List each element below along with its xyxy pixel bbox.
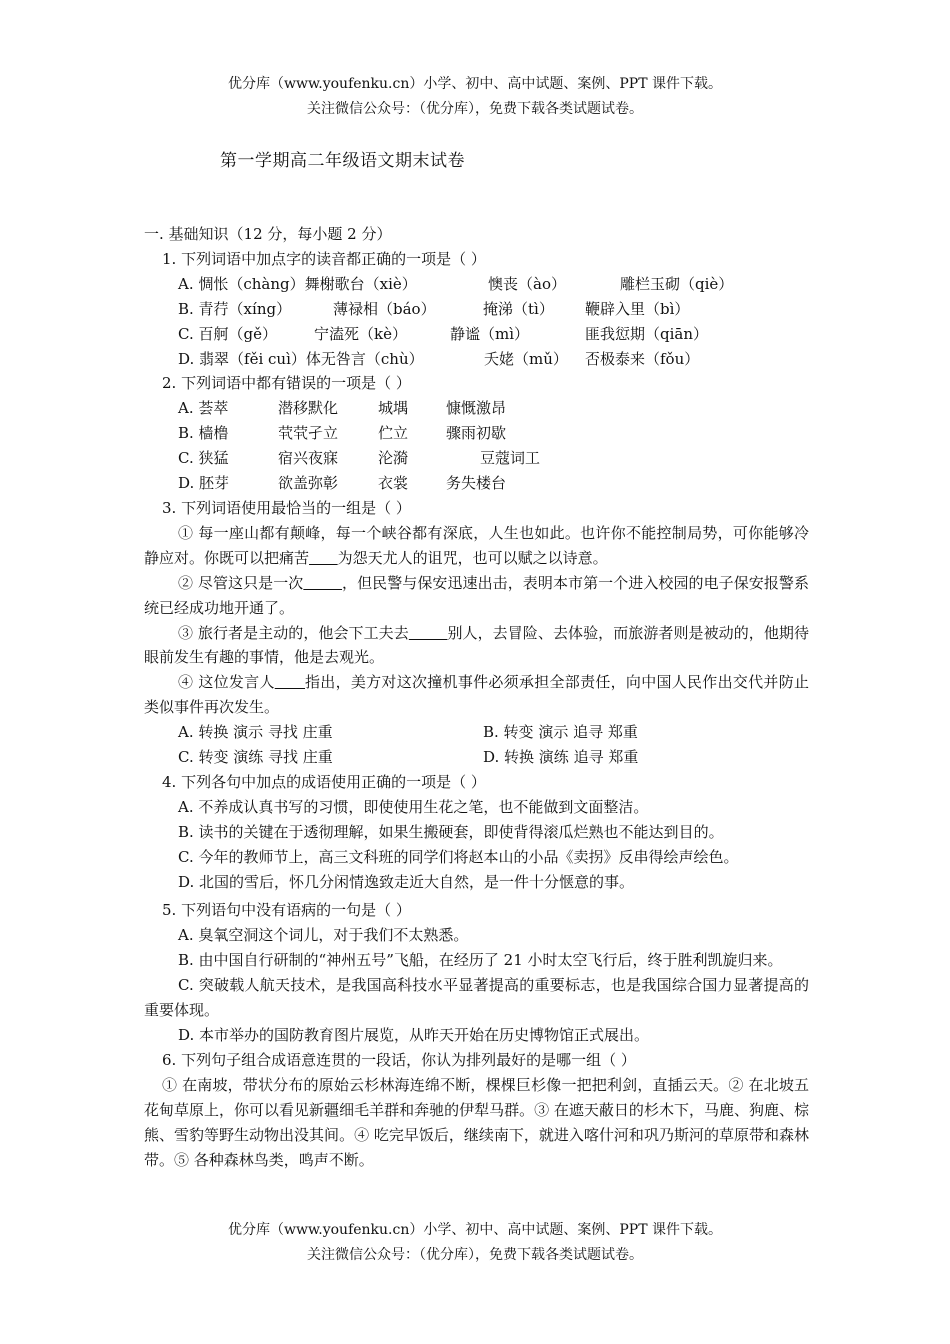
q2-a-4: 慷慨激昂 bbox=[446, 399, 507, 418]
q2-b-3: 伫立 bbox=[378, 424, 409, 443]
q2-c-2: 宿兴夜寐 bbox=[278, 449, 339, 468]
q5-option-b: B. 由中国自行研制的“神州五号”飞船，在经历了 21 小时太空飞行后，终于胜利凯旋归来。 bbox=[178, 951, 783, 970]
q3-blank-4 bbox=[275, 673, 305, 691]
q1-option-d bbox=[144, 347, 809, 372]
q1-option-b bbox=[144, 297, 809, 322]
q1-b-part2: 薄禄相（báo） bbox=[333, 299, 436, 318]
q2-c-3: 沦漪 bbox=[378, 449, 409, 468]
q1-c-part1: C. 百舸（gě） bbox=[178, 324, 277, 343]
q5-option-d: D. 本市举办的国防教育图片展览，从昨天开始在历史博物馆正式展出。 bbox=[178, 1026, 650, 1044]
q1-c-part3: 静谧（mì） bbox=[450, 324, 530, 343]
q3-options-cd bbox=[144, 745, 809, 770]
q3-s2-text-b: ，但民警与保安迅速出击，表明本市第一个进入校园的电子保安报警系统已经成功地开通了。 bbox=[144, 573, 809, 617]
q3-option-a: A. 转换 演示 寻找 庄重 bbox=[178, 723, 333, 742]
q3-s4-text-b: 指出，美方对这次撞机事件必须承担全部责任，向中国人民作出交代并防止类似事件再次发生。 bbox=[144, 673, 809, 717]
q2-d-1: D. 胚芽 bbox=[178, 474, 230, 493]
q3-sentence-1 bbox=[144, 521, 809, 571]
q1-a-part2: 懊丧（ào） bbox=[488, 274, 566, 293]
q3-option-d: D. 转换 演练 追寻 郑重 bbox=[483, 748, 639, 767]
q2-option-d bbox=[144, 471, 809, 496]
q1-d-part1: D. 翡翠（fěi cuì）体无咎言（chù） bbox=[178, 349, 424, 368]
q2-b-4: 骤雨初歇 bbox=[446, 424, 507, 443]
q3-options-ab bbox=[144, 720, 809, 745]
q1-b-part1: B. 青荇（xíng） bbox=[178, 299, 292, 318]
q1-c-part2: 宁溘死（kè） bbox=[314, 324, 407, 343]
q2-a-3: 城堣 bbox=[378, 399, 409, 418]
q2-option-c bbox=[144, 446, 809, 471]
q2-c-1: C. 狭猛 bbox=[178, 449, 229, 468]
q1-option-c bbox=[144, 322, 809, 347]
q2-option-b bbox=[144, 421, 809, 446]
q4-option-a: A. 不养成认真书写的习惯，即使使用生花之笔，也不能做到文面整洁。 bbox=[178, 797, 649, 816]
q1-stem: 1. 下列词语中加点字的读音都正确的一项是（ ） bbox=[162, 249, 486, 268]
q5-option-a: A. 臭氧空洞这个词儿，对于我们不太熟悉。 bbox=[178, 926, 469, 945]
q2-c-4: 豆蔻词工 bbox=[480, 449, 541, 468]
q2-d-2: 欲盖弥彰 bbox=[278, 474, 339, 493]
q3-sentence-3 bbox=[144, 621, 809, 671]
q4-option-d: D. 北国的雪后，怀几分闲情逸致走近大自然，是一件十分惬意的事。 bbox=[178, 872, 635, 891]
q2-d-4: 务失楼台 bbox=[446, 474, 507, 493]
q1-b-part3: 掩涕（tì） bbox=[483, 299, 554, 318]
q1-a-part3: 雕栏玉砌（qiè） bbox=[620, 274, 734, 293]
q3-option-b: B. 转变 演示 追寻 郑重 bbox=[483, 723, 638, 742]
q4-option-b: B. 读书的关键在于透彻理解，如果生搬硬套，即使背得滚瓜烂熟也不能达到目的。 bbox=[178, 822, 724, 841]
q5-stem: 5. 下列语句中没有语病的一句是（ ） bbox=[162, 901, 411, 920]
q3-blank-2 bbox=[303, 574, 342, 592]
q4-stem: 4. 下列各句中加点的成语使用正确的一项是（ ） bbox=[162, 772, 486, 791]
q2-a-2: 潜移默化 bbox=[278, 399, 339, 418]
q5-option-c: C. 突破载人航天技术，是我国高科技水平显著提高的重要标志，也是我国综合国力显著提高的重要体现。 bbox=[144, 976, 809, 1020]
header-line-1: 优分库（www.youfenku.cn）小学、初中、高中试题、案例、PPT 课件下载。 bbox=[227, 76, 722, 92]
q2-d-3: 衣裳 bbox=[378, 474, 409, 493]
q6-stem: 6. 下列句子组合成语意连贯的一段话，你认为排列最好的是哪一组（ ） bbox=[162, 1050, 636, 1069]
q3-s3-text-a: ③ 旅行者是主动的，他会下工夫去 bbox=[178, 623, 409, 642]
q2-b-1: B. 樯橹 bbox=[178, 424, 229, 443]
q1-b-part4: 鞭辟入里（bì） bbox=[585, 299, 690, 318]
q1-option-a bbox=[144, 272, 809, 297]
q3-option-c: C. 转变 演练 寻找 庄重 bbox=[178, 748, 333, 767]
section-heading: 一. 基础知识（12 分，每小题 2 分） bbox=[144, 225, 392, 243]
q3-blank-1 bbox=[309, 549, 338, 567]
q3-blank-3 bbox=[409, 624, 448, 642]
page-title: 第一学期高二年级语文期末试卷 bbox=[220, 151, 465, 171]
exam-content bbox=[144, 222, 809, 1172]
q1-c-part4: 匪我愆期（qiān） bbox=[585, 324, 709, 343]
q1-d-part2: 夭姥（mǔ） bbox=[484, 349, 568, 368]
q3-s4-text-a: ④ 这位发言人 bbox=[178, 673, 275, 692]
header-line-2: 关注微信公众号：（优分库），免费下载各类试题试卷。 bbox=[307, 101, 643, 117]
footer-line-1: 优分库（www.youfenku.cn）小学、初中、高中试题、案例、PPT 课件下载。 bbox=[227, 1222, 722, 1238]
q2-a-1: A. 荟萃 bbox=[178, 399, 229, 418]
q2-b-2: 茕茕孑立 bbox=[278, 424, 339, 443]
footer-line-2: 关注微信公众号：（优分库），免费下载各类试题试卷。 bbox=[307, 1247, 643, 1263]
q4-option-c: C. 今年的教师节上，高三文科班的同学们将赵本山的小品《卖拐》反串得绘声绘色。 bbox=[178, 847, 739, 866]
q3-s1-text-a: ① 每一座山都有颠峰，每一个峡谷都有深底，人生也如此。也许你不能控制局势，可你能够冷静应对。你既可以把痛苦 bbox=[144, 523, 809, 567]
q1-d-part3: 否极泰来（fǒu） bbox=[585, 349, 700, 368]
q2-option-a bbox=[144, 396, 809, 421]
q3-sentence-2 bbox=[144, 571, 809, 621]
q6-passage: ① 在南坡，带状分布的原始云杉林海连绵不断，棵棵巨杉像一把把利剑，直插云天。② 在北坡五花甸草原上，你可以看见新疆细毛羊群和奔驰的伊犁马群。③ 在遮天蔽日的杉木下，马鹿、狗鹿、棕熊、雪豹等野生动物出没其间。④ 吃完早饭后，继续南下，就进入喀什河和巩乃斯河的草原带和森林带。⑤ 各种森林鸟类，鸣声不断。 bbox=[144, 1075, 809, 1169]
q3-stem: 3. 下列词语使用最恰当的一组是（ ） bbox=[162, 498, 411, 517]
q3-s2-text-a: ② 尽管这只是一次 bbox=[178, 573, 304, 592]
q3-s1-text-b: 为怨天尤人的诅咒，也可以赋之以诗意。 bbox=[337, 548, 608, 567]
q3-s3-text-b: 别人，去冒险、去体验，而旅游者则是被动的，他期待眼前发生有趣的事情，他是去观光。 bbox=[144, 623, 809, 667]
q3-sentence-4 bbox=[144, 670, 809, 720]
q2-stem: 2. 下列词语中都有错误的一项是（ ） bbox=[162, 374, 411, 393]
q1-a-part1: A. 惆怅（chàng）舞榭歌台（xiè） bbox=[178, 274, 417, 293]
